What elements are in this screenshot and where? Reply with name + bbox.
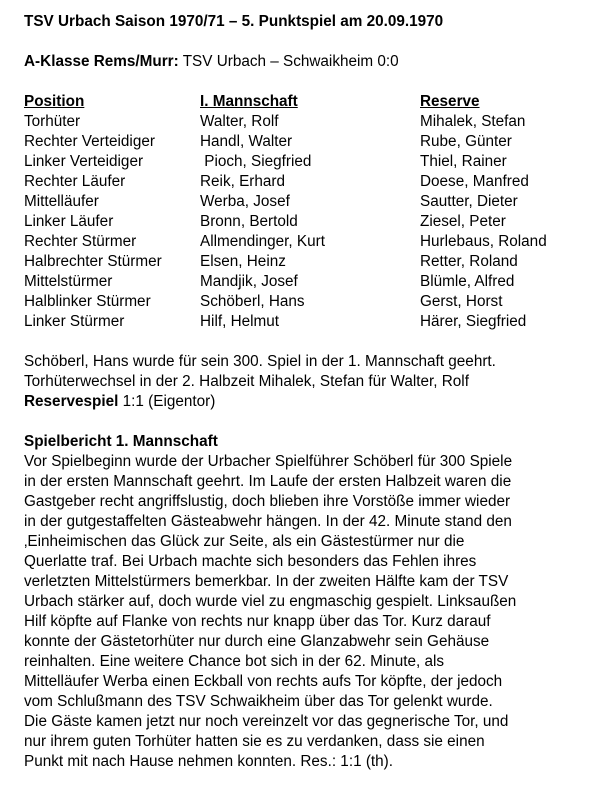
substitution-note: Torhüterwechsel in der 2. Halbzeit Mihalek, Stefan für Walter, Rolf [24, 373, 469, 390]
report-line: konnte der Gästetorhüter nur durch eine Glanzabwehr sein Gehäuse [24, 633, 490, 650]
first-team-cell: Pioch, Siegfried [200, 153, 312, 170]
header-first-team: I. Mannschaft [200, 93, 298, 110]
position-cell: Halbrechter Stürmer [24, 253, 162, 270]
lineup-row [24, 292, 590, 312]
lineup-row [24, 112, 590, 132]
reserve-cell: Ziesel, Peter [420, 213, 506, 230]
report-line: Urbach stärker auf, doch wurde viel zu engmaschig gespielt. Linksaußen [24, 593, 517, 610]
position-cell: Rechter Läufer [24, 173, 126, 190]
lineup-row [24, 312, 590, 332]
report-line: Die Gäste kamen jetzt nur noch vereinzelt vor das gegnerische Tor, und [24, 713, 509, 730]
position-cell: Halblinker Stürmer [24, 293, 151, 310]
position-cell: Mittelstürmer [24, 273, 113, 290]
report-line: Mittelläufer Werba einen Eckball von rechts aufs Tor köpfte, der jedoch [24, 673, 503, 690]
reserve-cell: Thiel, Rainer [420, 153, 507, 170]
first-team-cell: Handl, Walter [200, 133, 293, 150]
report-line: nur ihrem guten Torhüter hatten sie es zu verdanken, dass sie einen [24, 733, 485, 750]
lineup-row [24, 152, 590, 172]
honor-note: Schöberl, Hans wurde für sein 300. Spiel in der 1. Mannschaft geehrt. [24, 353, 496, 370]
lineup-row [24, 192, 590, 212]
position-cell: Torhüter [24, 113, 81, 130]
first-team-cell: Elsen, Heinz [200, 253, 286, 270]
report-line: Punkt mit nach Hause nehmen konnten. Res.: 1:1 (th). [24, 753, 394, 770]
reserve-cell: Härer, Siegfried [420, 313, 527, 330]
spacer [24, 412, 594, 432]
report-line: in der ersten Mannschaft geehrt. Im Laufe der ersten Halbzeit waren die [24, 473, 512, 490]
first-team-cell: Schöberl, Hans [200, 293, 305, 310]
document-title: TSV Urbach Saison 1970/71 – 5. Punktspiel am 20.09.1970 [24, 13, 444, 30]
position-cell: Linker Stürmer [24, 313, 125, 330]
league-label: A-Klasse Rems/Murr: [24, 53, 179, 70]
first-team-cell: Bronn, Bertold [200, 213, 298, 230]
reserve-cell: Retter, Roland [420, 253, 518, 270]
reserve-cell: Mihalek, Stefan [420, 113, 526, 130]
match-line [24, 52, 594, 72]
reserve-cell: Gerst, Horst [420, 293, 503, 310]
reserve-cell: Blümle, Alfred [420, 273, 515, 290]
lineup-row [24, 252, 590, 272]
match-result: TSV Urbach – Schwaikheim 0:0 [178, 53, 399, 70]
reserve-cell: Rube, Günter [420, 133, 512, 150]
lineup-row [24, 172, 590, 192]
reserve-game-result: 1:1 (Eigentor) [118, 393, 216, 410]
position-cell: Rechter Verteidiger [24, 133, 155, 150]
match-report [24, 452, 594, 772]
first-team-cell: Hilf, Helmut [200, 313, 280, 330]
lineup-row [24, 232, 590, 252]
document-page [24, 12, 594, 772]
report-line: Querlatte traf. Bei Urbach machte sich besonders das Fehlen ihres [24, 553, 477, 570]
report-line: Hilf köpfte auf Flanke von rechts nur knapp über das Tor. Kurz darauf [24, 613, 491, 630]
position-cell: Rechter Stürmer [24, 233, 137, 250]
report-line: verletzten Mittelstürmers bemerkbar. In der zweiten Hälfte kam der TSV [24, 573, 509, 590]
report-heading: Spielbericht 1. Mannschaft [24, 433, 218, 450]
first-team-cell: Walter, Rolf [200, 113, 279, 130]
lineup-header-row [24, 92, 590, 112]
first-team-cell: Allmendinger, Kurt [200, 233, 325, 250]
first-team-cell: Werba, Josef [200, 193, 290, 210]
report-line: ‚Einheimischen das Glück zur Seite, als ein Gästestürmer nur die [24, 533, 465, 550]
first-team-cell: Reik, Erhard [200, 173, 286, 190]
lineup-row [24, 272, 590, 292]
lineup-table [24, 92, 590, 332]
lineup-row [24, 132, 590, 152]
position-cell: Linker Verteidiger [24, 153, 144, 170]
reserve-game-label: Reservespiel [24, 393, 119, 410]
reserve-cell: Sautter, Dieter [420, 193, 518, 210]
report-line: reinhalten. Eine weitere Chance bot sich in der 62. Minute, als [24, 653, 445, 670]
reserve-game-line [24, 392, 594, 412]
first-team-cell: Mandjik, Josef [200, 273, 298, 290]
lineup-row [24, 212, 590, 232]
reserve-cell: Hurlebaus, Roland [420, 233, 547, 250]
position-cell: Linker Läufer [24, 213, 114, 230]
spacer [24, 332, 594, 352]
report-line: Vor Spielbeginn wurde der Urbacher Spielführer Schöberl für 300 Spiele [24, 453, 513, 470]
spacer [24, 32, 594, 52]
spacer [24, 72, 594, 92]
report-line: in der gutgestaffelten Gästeabwehr hängen. In der 42. Minute stand den [24, 513, 512, 530]
position-cell: Mittelläufer [24, 193, 99, 210]
report-line: vom Schlußmann des TSV Schwaikheim über das Tor gelenkt wurde. [24, 693, 493, 710]
report-line: Gastgeber recht angriffslustig, doch blieben ihre Vorstöße immer wieder [24, 493, 511, 510]
reserve-cell: Doese, Manfred [420, 173, 529, 190]
header-position: Position [24, 93, 85, 110]
header-reserve: Reserve [420, 93, 480, 110]
